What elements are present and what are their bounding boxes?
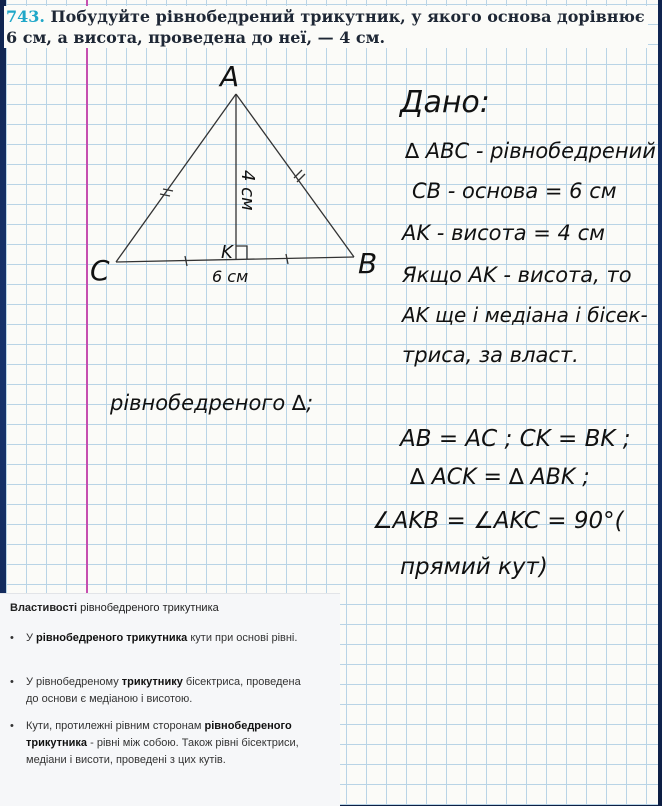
bullet-bold: рівнобедреного трикутника xyxy=(26,720,292,749)
note-left-word: рівнобедреного ∆; xyxy=(110,391,314,415)
label-height: 4 см xyxy=(237,170,258,211)
drawing-labels xyxy=(90,60,377,287)
bullet-text: У рівнобедреному xyxy=(26,676,122,688)
side-cb xyxy=(116,257,354,262)
triangle xyxy=(116,94,354,266)
bullet-text: кути при основі рівні. xyxy=(187,632,298,644)
bullet-text: У xyxy=(26,632,37,644)
tick-ab-2 xyxy=(297,174,305,182)
tick-ab-1 xyxy=(294,170,302,178)
panel-title xyxy=(10,602,219,614)
bullet-bold: рівнобедреного трикутника xyxy=(36,632,188,644)
bullet-dot: • xyxy=(10,720,14,732)
bullet-dot: • xyxy=(10,632,14,644)
note-line-5: AK ще і медіана і бісек- xyxy=(402,303,648,327)
right-angle-mark xyxy=(236,246,247,259)
bullet-dot: • xyxy=(10,676,14,688)
label-b: B xyxy=(358,247,378,280)
note-line-3: AK - висота = 4 см xyxy=(402,221,605,245)
task-number: 743. xyxy=(6,7,45,26)
note-line-6: триса, за власт. xyxy=(402,343,579,367)
task-text: Побудуйте рівнобедрений трикутник, у якого основа дорівнює 6 см, а висота, проведена до неї, — 4 см. xyxy=(6,7,645,47)
note-line-4: Якщо AK - висота, то xyxy=(402,263,632,287)
note-line-9: ∠AKB = ∠AKC = 90°( xyxy=(372,508,624,534)
panel-title-rest: рівнобедреного трикутника xyxy=(80,602,219,614)
note-line-1: ∆ ABC - рівнобедрений xyxy=(405,139,656,163)
label-k: K xyxy=(221,242,233,263)
bullet-text: - рівні між собою. Також рівні бісектриси, медіани і висоти, проведені з цих кутів. xyxy=(26,737,299,766)
given-title: Дано: xyxy=(400,85,490,120)
side-ac xyxy=(116,94,236,262)
bullet-text: бісектриса, проведена до основи є медіаною і висотою. xyxy=(26,676,301,705)
note-line-10: прямий кут) xyxy=(400,554,548,580)
solution-notes xyxy=(109,85,656,580)
label-c: C xyxy=(90,254,110,287)
list-item xyxy=(10,674,310,708)
list-item xyxy=(10,718,310,769)
bullet-text: Кути, протилежні рівним сторонам xyxy=(26,720,205,732)
note-line-8: ∆ ACK = ∆ ABK ; xyxy=(410,465,590,490)
bullet-bold: трикутнику xyxy=(121,676,183,688)
note-line-7: AB = AC ; CK = BK ; xyxy=(400,426,631,452)
list-item xyxy=(10,630,310,647)
note-line-2: CB - основа = 6 см xyxy=(412,179,617,203)
panel-title-bold: Властивості xyxy=(10,602,78,614)
label-base: 6 см xyxy=(212,267,249,286)
label-a: A xyxy=(220,60,240,93)
properties-panel xyxy=(0,593,340,806)
